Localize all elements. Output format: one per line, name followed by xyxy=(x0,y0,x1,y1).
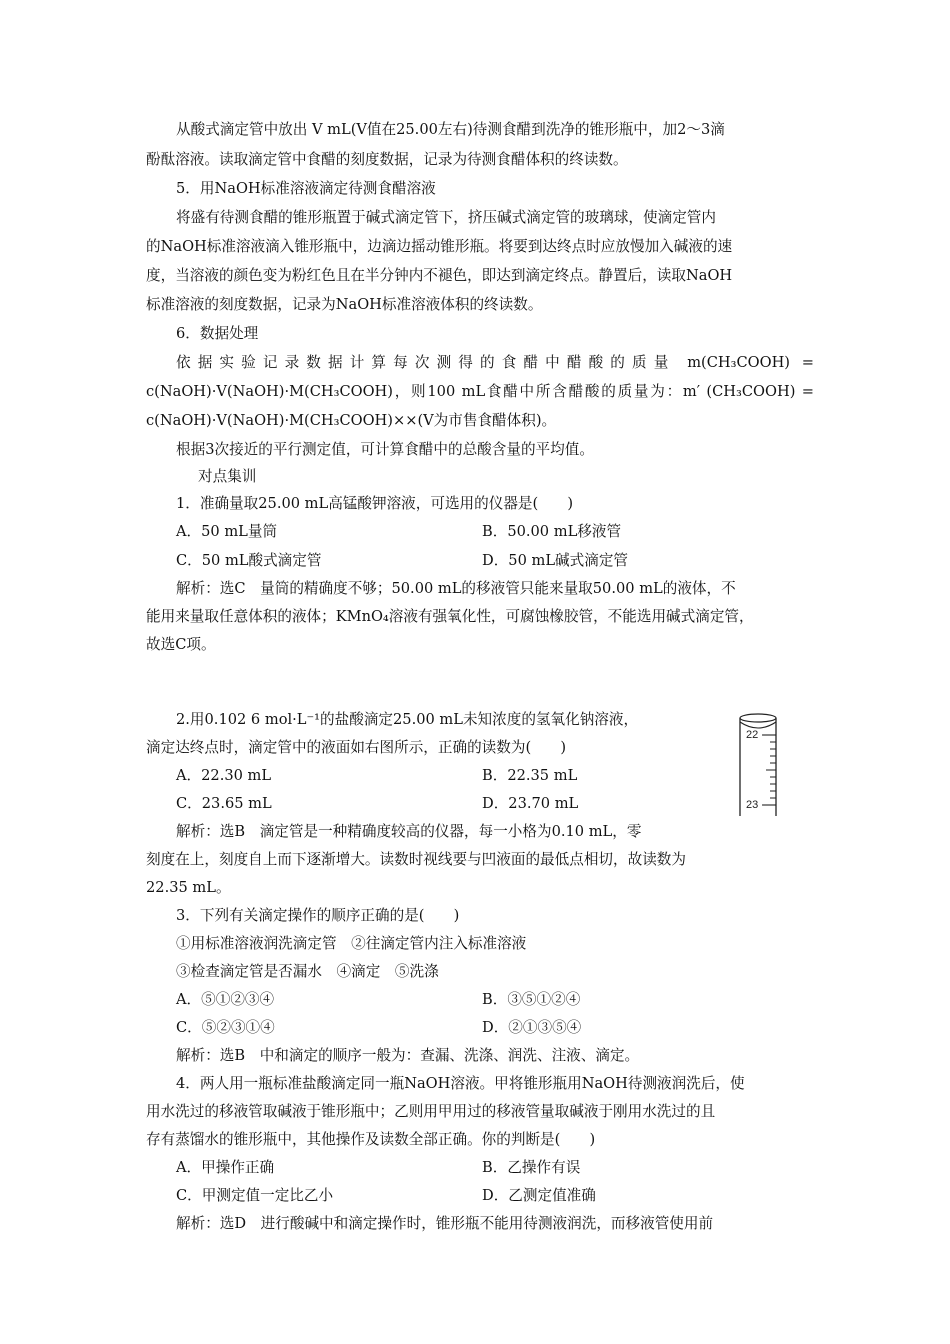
option-d: D．23.70 mL xyxy=(482,795,579,812)
burette-diagram xyxy=(732,708,784,820)
option-d: D．乙测定值准确 xyxy=(482,1187,596,1204)
option-b: B．③⑤①②④ xyxy=(482,991,581,1008)
option-c: C．⑤②③①④ xyxy=(176,1019,275,1036)
solution-line: 22.35 mL。 xyxy=(146,879,231,896)
question-3-items: ③检查滴定管是否漏水 ④滴定 ⑤洗涤 xyxy=(176,963,439,980)
solution-line: 解析：选D 进行酸碱中和滴定操作时，锥形瓶不能用待测液润洗，而移液管使用前 xyxy=(176,1215,714,1232)
section-heading: 5．用NaOH标准溶液滴定待测食醋溶液 xyxy=(176,180,436,197)
option-b: B．乙操作有误 xyxy=(482,1159,581,1176)
option-b: B．22.35 mL xyxy=(482,767,578,784)
solution-line: 解析：选B 滴定管是一种精确度较高的仪器，每一小格为0.10 mL，零 xyxy=(176,823,642,840)
question-4: 4．两人用一瓶标准盐酸滴定同一瓶NaOH溶液。甲将锥形瓶用NaOH待测液润洗后，使 xyxy=(176,1075,745,1092)
option-d: D．②①③⑤④ xyxy=(482,1019,582,1036)
formula-line: 依据实验记录数据计算每次测得的食醋中醋酸的质量 m(CH₃COOH) = xyxy=(176,354,814,371)
question-3-items: ①用标准溶液润洗滴定管 ②往滴定管内注入标准溶液 xyxy=(176,935,527,952)
burette-label-top: 22 xyxy=(746,729,759,741)
burette-figure xyxy=(732,708,784,820)
formula-line: c(NaOH)·V(NaOH)·M(CH₃COOH)，则100 mL食醋中所含醋酸的质量为：m′ (CH₃COOH) = xyxy=(146,383,814,400)
option-c: C．23.65 mL xyxy=(176,795,272,812)
solution-line: 刻度在上，刻度自上而下逐渐增大。读数时视线要与凹液面的最低点相切，故读数为 xyxy=(146,851,686,868)
text-line: 度，当溶液的颜色变为粉红色且在半分钟内不褪色，即达到滴定终点。静置后，读取NaOH xyxy=(146,267,733,284)
formula-line: c(NaOH)·V(NaOH)·M(CH₃COOH)××(V为市售食醋体积)。 xyxy=(146,412,557,429)
section-heading: 6．数据处理 xyxy=(176,325,259,342)
option-a: A．22.30 mL xyxy=(176,767,272,784)
option-c: C．甲测定值一定比乙小 xyxy=(176,1187,334,1204)
question-1: 1．准确量取25.00 mL高锰酸钾溶液，可选用的仪器是( ) xyxy=(176,495,574,512)
subsection-heading: 对点集训 xyxy=(198,468,257,485)
question-3: 3．下列有关滴定操作的顺序正确的是( ) xyxy=(176,907,460,924)
burette-label-bottom: 23 xyxy=(746,799,759,811)
solution-line: 解析：选B 中和滴定的顺序一般为：查漏、洗涤、润洗、注液、滴定。 xyxy=(176,1047,640,1064)
text-line: 标准溶液的刻度数据，记录为NaOH标准溶液体积的终读数。 xyxy=(146,296,543,313)
text-line: 从酸式滴定管中放出 V mL(V值在25.00左右)待测食醋到洗净的锥形瓶中，加2～3滴 xyxy=(176,121,725,138)
option-d: D．50 mL碱式滴定管 xyxy=(482,552,629,569)
option-c: C．50 mL酸式滴定管 xyxy=(176,552,322,569)
option-a: A．甲操作正确 xyxy=(176,1159,275,1176)
text-line: 将盛有待测食醋的锥形瓶置于碱式滴定管下，挤压碱式滴定管的玻璃球，使滴定管内 xyxy=(176,209,716,226)
question-2: 2.用0.102 6 mol·L⁻¹的盐酸滴定25.00 mL未知浓度的氢氧化钠溶液， xyxy=(176,711,639,728)
text-line: 根据3次接近的平行测定值，可计算食醋中的总酸含量的平均值。 xyxy=(176,441,594,458)
solution-line: 能用来量取任意体积的液体；KMnO₄溶液有强氧化性，可腐蚀橡胶管，不能选用碱式滴定管， xyxy=(146,608,754,625)
option-b: B．50.00 mL移液管 xyxy=(482,523,622,540)
question-2-line: 滴定达终点时，滴定管中的液面如右图所示，正确的读数为( ) xyxy=(146,739,567,756)
text-line: 酚酞溶液。读取滴定管中食醋的刻度数据，记录为待测食醋体积的终读数。 xyxy=(146,151,628,168)
question-4-line: 用水洗过的移液管取碱液于锥形瓶中；乙则用甲用过的移液管量取碱液于刚用水洗过的且 xyxy=(146,1103,716,1120)
solution-line: 解析：选C 量筒的精确度不够；50.00 mL的移液管只能来量取50.00 mL的液体，不 xyxy=(176,580,736,597)
option-a: A．50 mL量筒 xyxy=(176,523,278,540)
question-4-line: 存有蒸馏水的锥形瓶中，其他操作及读数全部正确。你的判断是( ) xyxy=(146,1131,596,1148)
text-line: 的NaOH标准溶液滴入锥形瓶中，边滴边摇动锥形瓶。将要到达终点时应放慢加入碱液的速 xyxy=(146,238,733,255)
solution-line: 故选C项。 xyxy=(146,636,216,653)
option-a: A．⑤①②③④ xyxy=(176,991,275,1008)
